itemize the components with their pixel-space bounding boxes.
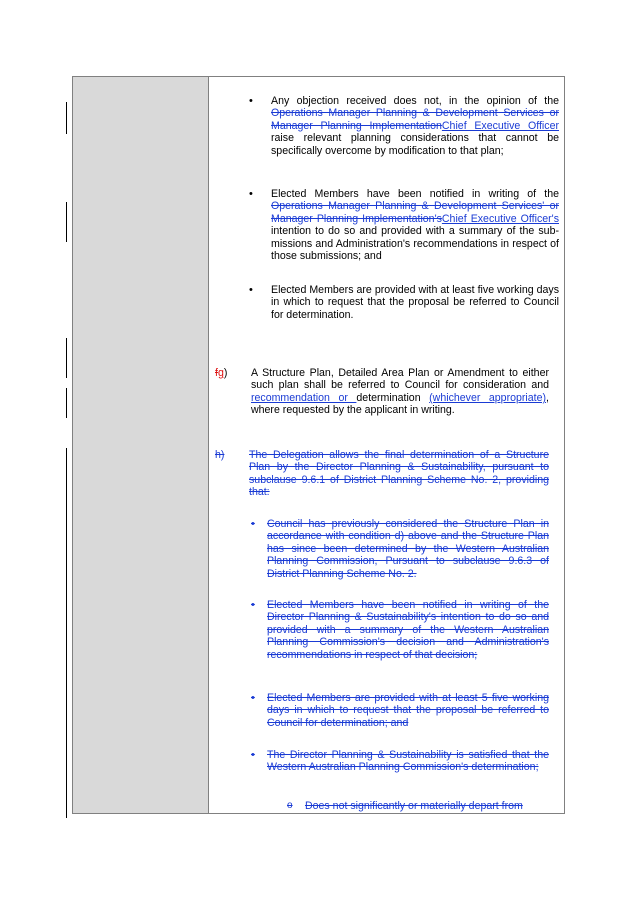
sub-bullet-marker: o xyxy=(287,800,293,811)
inserted-text: (whichever appropriate) xyxy=(429,391,547,404)
label-close: ) xyxy=(223,367,228,379)
inserted-text: Chief Executive Officer xyxy=(441,119,559,132)
bullet-marker: • xyxy=(249,188,253,200)
delegation-table xyxy=(72,76,565,814)
deleted-label: f xyxy=(215,367,218,379)
change-bar xyxy=(66,202,67,242)
inserted-label: g xyxy=(217,367,224,379)
text-run: Elected Members have been notified in writing of the xyxy=(271,188,559,200)
text-run: , where requested by the applicant in writing. xyxy=(251,391,549,417)
bullet-paragraph xyxy=(271,95,559,157)
bullet-marker: • xyxy=(251,692,255,704)
deleted-bullet-paragraph: The Director Planning & Sustainability is satisfied that the Western Australian Planning Commission's determination; xyxy=(267,749,549,774)
bullet-paragraph xyxy=(271,188,559,262)
change-bar xyxy=(66,102,67,134)
item-label: h) xyxy=(215,449,225,461)
change-bar xyxy=(66,448,67,818)
bullet-marker: • xyxy=(251,749,255,761)
inserted-text: Chief Executive Officer's xyxy=(441,212,559,225)
item-paragraph xyxy=(251,367,549,417)
text-run: raise relevant planning considerations that cannot be specifically overcome by modification to that plan; xyxy=(271,132,559,157)
deleted-bullet-paragraph: Council has previously considered the Structure Plan in accordance with condition d) above and the Structure Plan has since been determined by the Western Australian Planning Commission, Pursuant to subclause 9.6.3 of District Planning Scheme No. 2. xyxy=(267,518,549,580)
text-run: Elected Members are provided with at least five working days in which to request that the proposal be referred to Council for determination. xyxy=(271,284,559,321)
table-right-column xyxy=(209,77,564,813)
item-label xyxy=(215,367,227,379)
bullet-paragraph xyxy=(271,284,559,321)
deleted-paragraph: The Delegation allows the final determination of a Structure Plan by the Director Planning & Sustainability, pursuant to subclause 9.6.1 of District Planning Scheme No. 2, providing that: xyxy=(249,449,549,499)
bullet-marker: • xyxy=(251,518,255,530)
deleted-sub-bullet-paragraph: Does not significantly or materially depart from xyxy=(305,800,523,812)
bullet-marker: • xyxy=(249,95,253,107)
deleted-bullet-paragraph: Elected Members are provided with at least 5 five working days in which to request that the proposal be referred to Council for determination; and xyxy=(267,692,549,729)
inserted-text: recommendation or xyxy=(251,391,357,404)
text-run: A Structure Plan, Detailed Area Plan or Amendment to either such plan shall be referred to Council for consideration and xyxy=(251,367,549,392)
deleted-text: Operations Manager Planning & Development Services' or Manager Planning Implementation's xyxy=(271,200,559,225)
text-run: Any objection received does not, in the opinion of the xyxy=(271,95,559,107)
text-run: determination xyxy=(356,391,430,404)
bullet-marker: • xyxy=(249,284,253,296)
bullet-marker: • xyxy=(251,599,255,611)
change-bar xyxy=(66,338,67,378)
table-left-column xyxy=(73,77,209,813)
deleted-text: Operations Manager Planning & Development Services or Manager Planning Implementation xyxy=(271,107,559,132)
text-run: intention to do so and provided with a summary of the sub-missions and Administration's recommendations in respect of those submissions; and xyxy=(271,225,559,263)
deleted-bullet-paragraph: Elected Members have been notified in writing of the Director Planning & Sustainability's intention to do so and provided with a summary of the Western Australian Planning Commission's decision and Administration's recommendations in respect of that decision; xyxy=(267,599,549,661)
change-bar xyxy=(66,388,67,418)
